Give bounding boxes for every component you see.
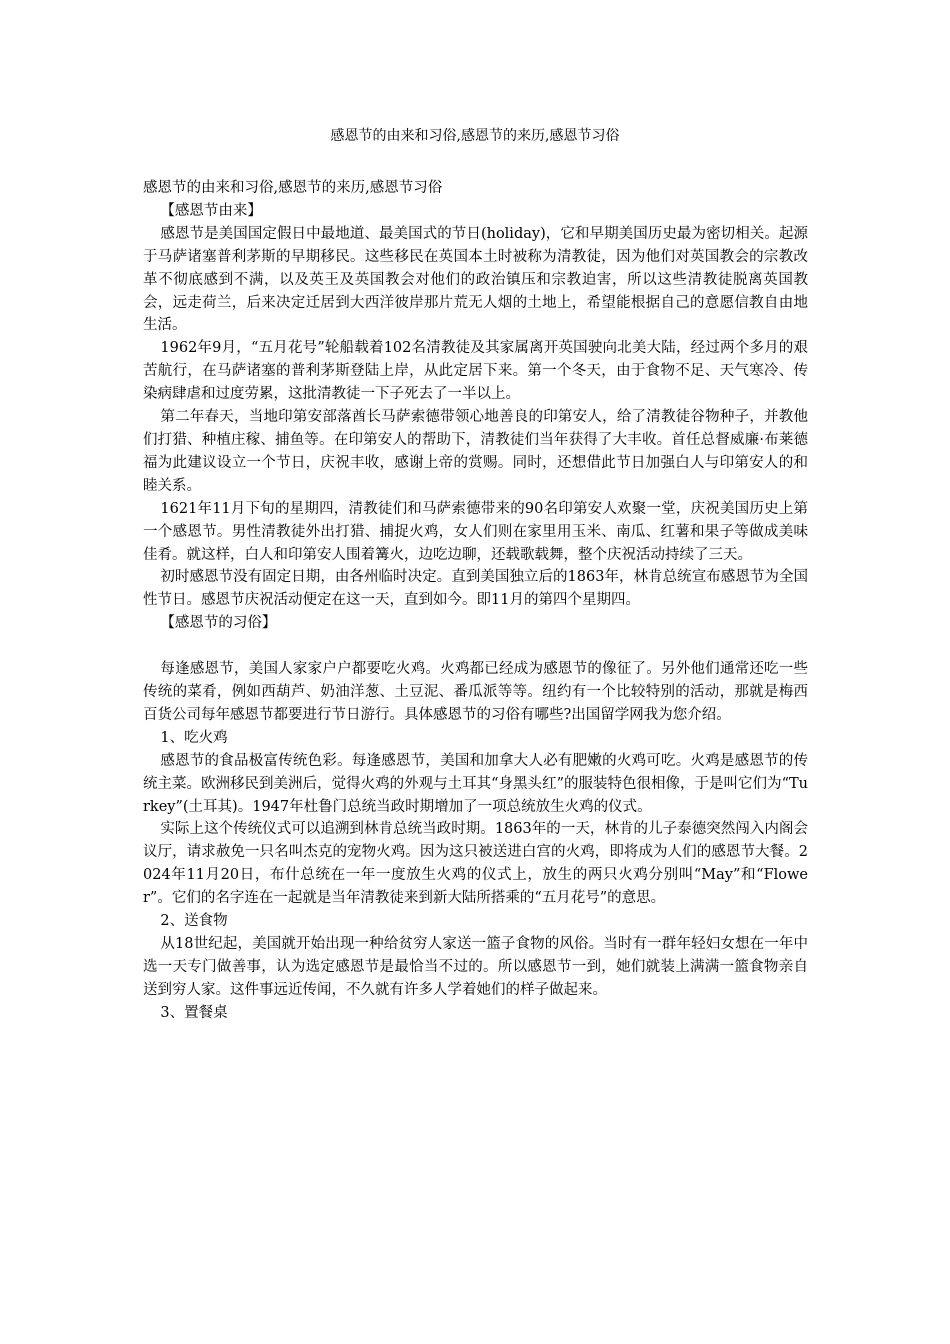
paragraph-customs-intro: 每逢感恩节，美国人家家户户都要吃火鸡。火鸡都已经成为感恩节的像征了。另外他们通常还吃一些传统的菜肴，例如西葫芦、奶油洋葱、土豆泥、番瓜派等等。纽约有一个比较特别的活动，那就是梅西百货公司每年感恩节都要进行节日游行。具体感恩节的习俗有哪些?出国留学网我为您介绍。 [143,661,808,723]
paragraph-turkey-1: 感恩节的食品极富传统色彩。每逢感恩节，美国和加拿大人必有肥嫩的火鸡可吃。火鸡是感恩节的传统主菜。欧洲移民到美洲后，觉得火鸡的外观与土耳其“身黑头红”的服装特色很相像，于是叫它们为“Turkey”(土耳其)。1947年杜鲁门总统当政时期增加了一项总统放生火鸡的仪式。 [143,752,808,815]
paragraph-turkey-2: 实际上这个传统仪式可以追溯到林肯总统当政时期。1863年的一天，林肯的儿子泰德突然闯入内阁会议厅，请求赦免一只名叫杰克的宠物火鸡。因为这只被送进白宫的火鸡，即将成为人们的感恩节大餐。2024年11月20日，布什总统在一年一度放生火鸡的仪式上，放生的两只火鸡分别叫“May”和“Flower”。它们的名字连在一起就是当年清教徒来到新大陆所搭乘的“五月花号”的意思。 [143,821,808,907]
item-heading-food: 2、送食物 [160,913,228,930]
item-heading-table: 3、置餐桌 [160,1004,228,1021]
paragraph-origin-4: 1621年11月下旬的星期四，清教徒们和马萨索德带来的90名印第安人欢聚一堂，庆祝美国历史上第一个感恩节。男性清教徒外出打猎、捕捉火鸡，女人们则在家里用玉米、南瓜、红薯和果子等做成美味佳肴。就这样，白人和印第安人围着篝火，边吃边聊，还载歌载舞，整个庆祝活动持续了三天。 [143,500,808,563]
blank-line [143,635,808,658]
paragraph-food: 从18世纪起，美国就开始出现一种给贫穷人家送一篮子食物的风俗。当时有一群年轻妇女想在一年中选一天专门做善事，认为选定感恩节是最恰当不过的。所以感恩节一到，她们就装上满满一篮食物亲自送到穷人家。这件事远近传闻，不久就有许多人学着她们的样子做起来。 [143,936,808,998]
document-title: 感恩节的由来和习俗,感恩节的来历,感恩节习俗 [330,128,620,144]
paragraph-origin-3: 第二年春天，当地印第安部落酋长马萨索德带领心地善良的印第安人，给了清教徒谷物种子，并教他们打猎、种植庄稼、捕鱼等。在印第安人的帮助下，清教徒们当年获得了大丰收。首任总督威廉·布莱德福为此建议设立一个节日，庆祝丰收，感谢上帝的赏赐。同时，还想借此节日加强白人与印第安人的和睦关系。 [143,409,808,494]
document-subtitle: 感恩节的由来和习俗,感恩节的来历,感恩节习俗 [143,180,443,196]
paragraph-origin-1: 感恩节是美国国定假日中最地道、最美国式的节日(holiday)，它和早期美国历史最为密切相关。起源于马萨诸塞普利茅斯的早期移民。这些移民在英国本土时被称为清教徒，因为他们对英国教会的宗教改革不彻底感到不满，以及英王及英国教会对他们的政治镇压和宗教迫害，所以这些清教徒脱离英国教会，远走荷兰，后来决定迁居到大西洋彼岸那片荒无人烟的土地上，希望能根据自己的意愿信教自由地生活。 [143,225,808,334]
paragraph-origin-5: 初时感恩节没有固定日期，由各州临时决定。直到美国独立后的1863年，林肯总统宣布感恩节为全国性节日。感恩节庆祝活动便定在这一天，直到如今。即11月的第四个星期四。 [143,569,808,609]
document-body [143,177,808,1025]
paragraph-origin-2: 1962年9月，“五月花号”轮船载着102名清教徒及其家属离开英国驶向北美大陆，经过两个多月的艰苦航行，在马萨诸塞的普利茅斯登陆上岸，从此定居下来。第一个冬天，由于食物不足、天气寒冷、传染病肆虐和过度劳累，这批清教徒一下子死去了一半以上。 [143,340,808,403]
item-heading-turkey: 1、吃火鸡 [160,729,228,746]
section-heading-origin: 【感恩节由来】 [160,202,262,219]
section-heading-customs: 【感恩节的习俗】 [160,615,277,632]
